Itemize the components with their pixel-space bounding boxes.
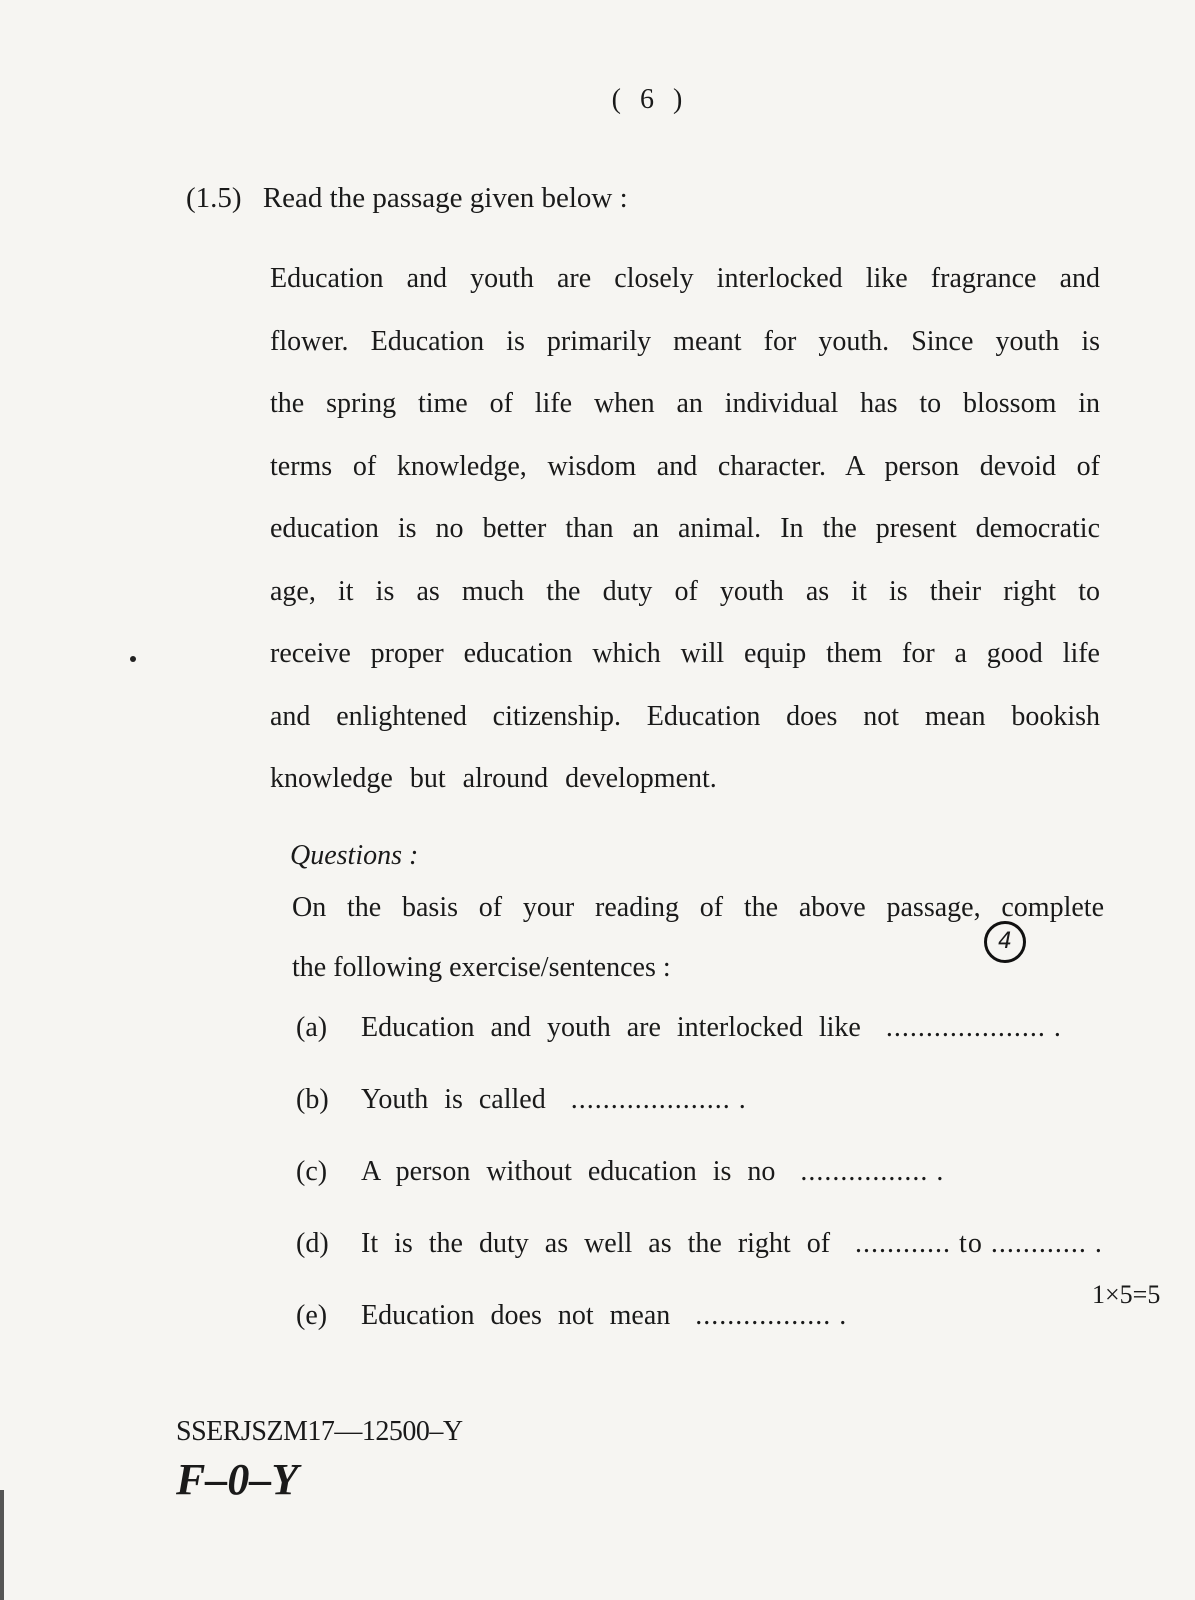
item-text: Education does not mean	[361, 1300, 671, 1331]
passage-line: and enlightened citizenship. Education does not mean bookish	[270, 700, 1100, 732]
item-blank: .................... .	[570, 1084, 747, 1115]
list-item	[296, 1084, 1116, 1156]
footer-code: SSERJSZM17—12500–Y	[176, 1416, 463, 1447]
instruction-line: On the basis of your reading of the above passage, complete	[292, 892, 1104, 923]
list-item	[296, 1228, 1116, 1300]
page-number: ( 6 )	[611, 84, 689, 115]
passage-line: the spring time of life when an individual has to blossom in	[270, 388, 1100, 419]
passage	[270, 248, 1100, 811]
circled-mark: 4	[984, 921, 1026, 963]
item-label: (d)	[296, 1228, 329, 1259]
passage-line: age, it is as much the duty of youth as it is their right to	[270, 575, 1100, 607]
list-item	[296, 1156, 1116, 1228]
question-instruction: Read the passage given below :	[262, 182, 628, 214]
stray-dot	[130, 656, 136, 662]
question-number: (1.5)	[186, 182, 242, 214]
questions-heading: Questions :	[290, 840, 419, 871]
passage-line: knowledge but alround development.	[270, 763, 717, 794]
item-label: (b)	[296, 1084, 329, 1115]
question-header	[186, 182, 628, 215]
list-item	[296, 1300, 1116, 1372]
passage-line: education is no better than an animal. In the present democratic	[270, 513, 1100, 544]
passage-line: flower. Education is primarily meant for youth. Since youth is	[270, 325, 1100, 357]
item-blank: ................. .	[695, 1300, 848, 1331]
questions-instruction	[292, 878, 1104, 998]
item-text: Youth is called	[361, 1084, 546, 1115]
item-label: (c)	[296, 1156, 328, 1187]
list-item	[296, 1012, 1116, 1084]
item-label: (a)	[296, 1012, 328, 1043]
item-blank: ............ to ............ .	[855, 1228, 1103, 1259]
instruction-line: the following exercise/sentences :	[292, 952, 671, 983]
item-blank: .................... .	[885, 1012, 1062, 1043]
passage-line: Education and youth are closely interlocked like fragrance and	[270, 263, 1100, 294]
item-text: A person without education is no	[361, 1156, 776, 1187]
item-blank: ................ .	[800, 1156, 945, 1187]
scan-edge	[0, 1490, 4, 1600]
fill-in-items	[296, 1012, 1116, 1372]
footer-series: F–0–Y	[176, 1455, 299, 1504]
item-label: (e)	[296, 1300, 328, 1331]
item-text: Education and youth are interlocked like	[361, 1012, 861, 1043]
passage-line: terms of knowledge, wisdom and character. A person devoid of	[270, 450, 1100, 482]
passage-line: receive proper education which will equip them for a good life	[270, 638, 1100, 669]
marks-allocation: 1×5=5	[1092, 1280, 1161, 1309]
item-text: It is the duty as well as the right of	[361, 1228, 831, 1259]
